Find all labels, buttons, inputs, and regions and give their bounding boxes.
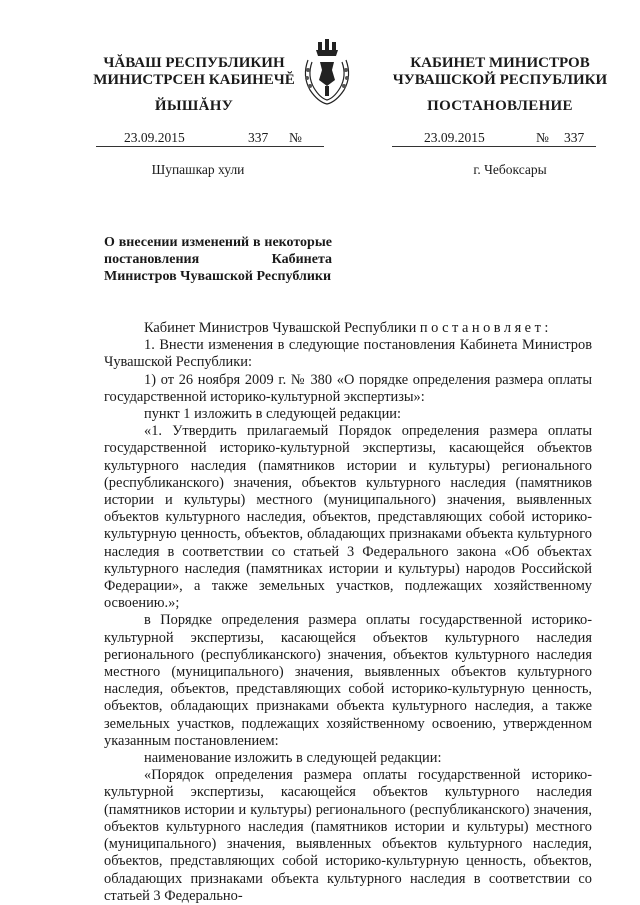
header-right-line2: ЧУВАШСКОЙ РЕСПУБЛИКИ — [392, 72, 608, 88]
body-paragraph: 1) от 26 ноября 2009 г. № 380 «О порядке определения размера оплаты государственной историко-культурной экспертизы»: — [104, 371, 592, 405]
document-subject: О внесении изменений в некоторые постановления Кабинета Министров Чувашской Республики — [104, 235, 332, 284]
left-date: 23.09.2015 — [124, 130, 185, 145]
left-no-sign: № — [289, 130, 302, 145]
body-paragraph: «Порядок определения размера оплаты государственной историко-культурной экспертизы, касающейся объектов культурного наследия (памятников истории и культуры) регионального (республиканского) значения, объектов культурного наследия (памятников истории и культуры) местного (муниципального) значения, выявленных объектов культурного наследия, объектов, представляющих собой историко-культурную ценность, объектов, обладающих признаками объекта культурного наследия в соответствии со статьей 3 Федерально- — [104, 767, 592, 904]
body-paragraph: пункт 1 изложить в следующей редакции: — [144, 406, 401, 423]
intro-end: : — [544, 320, 549, 336]
doc-type-left: ЙЫШĂНУ — [154, 98, 234, 114]
doc-type-right: ПОСТАНОВЛЕНИЕ — [427, 98, 573, 114]
header-left-line1: ЧĂВАШ РЕСПУБЛИКИН — [103, 55, 285, 71]
city-left: Шупашкар хули — [151, 162, 245, 177]
body-paragraph: в Порядке определения размера оплаты государственной историко-культурной экспертизы, касающейся объектов культурного наследия регионального (республиканского) значения, объектов культурного наследия местного (муниципального) значения, выявленных объектов культурного наследия, объектов, представляющих собой историко-культурную ценность, объектов, обладающих признаками объекта культурного наследия, а также земельных участков, подлежащих хозяйственному освоению, утвержденном указанным постановлением: — [104, 612, 592, 749]
body-paragraph: 1. Внести изменения в следующие постановления Кабинета Министров Чувашской Республики: — [104, 337, 592, 371]
header-right-title — [380, 55, 620, 89]
body-paragraph: наименование изложить в следующей редакции: — [144, 750, 442, 767]
header-left-title — [74, 55, 314, 89]
header-right-line1: КАБИНЕТ МИНИСТРОВ — [410, 55, 590, 71]
header-left-line2: МИНИСТРСЕН КАБИНЕЧĔ — [93, 72, 295, 88]
right-date: 23.09.2015 — [424, 130, 485, 145]
document-body — [104, 320, 592, 905]
date-number-left — [96, 130, 324, 147]
date-number-right — [392, 130, 596, 147]
intro-paragraph — [104, 320, 592, 337]
intro-start: Кабинет Министров Чувашской Республики — [144, 320, 420, 336]
right-number: 337 — [564, 130, 585, 145]
right-no-sign: № — [536, 130, 549, 145]
city-right: г. Чебоксары — [473, 162, 547, 177]
body-paragraph: «1. Утвердить прилагаемый Порядок определения размера оплаты государственной историко-культурной экспертизы, касающейся объектов культурного наследия (памятников истории и культуры) регионального (республиканского) значения, объектов культурного наследия (памятников истории и культуры) местного (муниципального) значения, выявленных объектов культурного наследия, объектов, представляющих собой историко-культурную ценность, объектов, обладающих признаками объекта культурного наследия в соответствии со статьей 3 Федерального закона «Об объектах культурного наследия (памятниках истории и культуры) народов Российской Федерации», а также земельных участков, подлежащих хозяйственному освоению.»; — [104, 423, 592, 612]
intro-spaced-word: постановляет — [419, 320, 545, 336]
left-number: 337 — [248, 130, 269, 145]
